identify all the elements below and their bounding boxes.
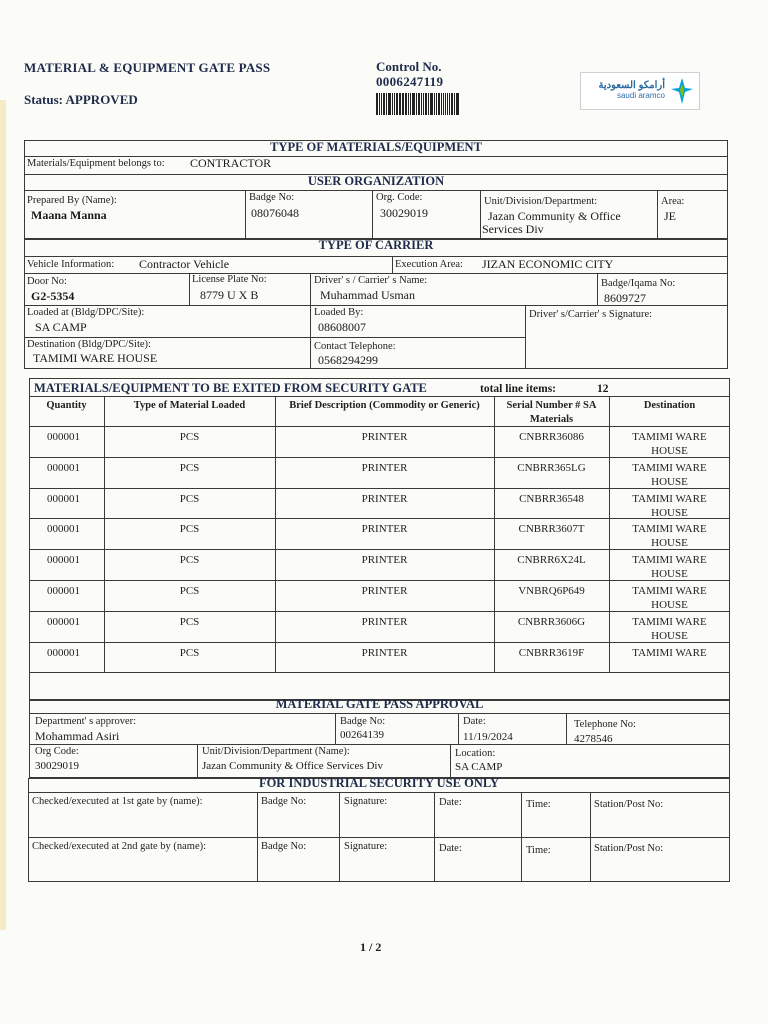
unit-label: Unit/Division/Department: (484, 196, 598, 207)
table-cell: PRINTER (361, 461, 408, 474)
page-number: 1 / 2 (360, 940, 382, 954)
approver-label: Department' s approver: (35, 716, 137, 727)
area-value: JE (664, 209, 676, 223)
gate1-date-label: Date: (439, 797, 462, 808)
table-cell: PRINTER (361, 615, 408, 628)
gate1-badge-label: Badge No: (261, 796, 307, 807)
gate2-time-label: Time: (526, 845, 551, 856)
table-cell: TAMIMI WARE HOUSE (632, 554, 707, 581)
gate2-badge-label: Badge No: (261, 841, 307, 852)
table-row-divider (29, 611, 730, 612)
table-cell: 000001 (47, 461, 80, 474)
prepared-by-label: Prepared By (Name): (27, 195, 117, 206)
table-cell: PRINTER (361, 646, 408, 659)
table-cell: PCS (179, 461, 200, 474)
table-cell: PCS (179, 585, 200, 597)
section-title-security: FOR INDUSTRIAL SECURITY USE ONLY (258, 776, 500, 790)
section-title-materials-exit: MATERIALS/EQUIPMENT TO BE EXITED FROM SECURITY GATE (34, 381, 427, 395)
door-label: Door No: (27, 276, 67, 287)
approval-unit-label: Unit/Division/Department (Name): (202, 746, 350, 757)
loaded-by-value: 08608007 (318, 320, 366, 334)
table-cell: PRINTER (361, 585, 408, 597)
approval-location-label: Location: (455, 748, 496, 759)
table-row-divider (29, 488, 730, 489)
gate1-signature-label: Signature: (344, 796, 388, 807)
gate1-time-label: Time: (526, 799, 551, 810)
table-row-divider (29, 518, 730, 519)
driver-name-label: Driver' s / Carrier' s Name: (314, 275, 428, 286)
gate2-signature-label: Signature: (344, 841, 388, 852)
approver-value: Mohammad Asiri (35, 729, 120, 743)
total-line-items-label: total line items: (480, 383, 557, 395)
approval-unit-value: Jazan Community & Office Services Div (202, 760, 383, 772)
table-cell: PCS (179, 431, 200, 443)
table-cell: TAMIMI WARE HOUSE (632, 461, 707, 488)
iqama-value: 8609727 (604, 291, 646, 305)
column-header: Destination (643, 400, 696, 411)
org-code-value: 30029019 (380, 206, 428, 220)
loaded-at-label: Loaded at (Bldg/DPC/Site): (27, 307, 145, 318)
table-cell: PCS (179, 615, 200, 628)
approver-badge-label: Badge No: (340, 716, 386, 727)
table-cell: TAMIMI WARE (632, 646, 707, 659)
contact-phone-label: Contact Telephone: (314, 341, 396, 352)
table-cell: PCS (179, 492, 200, 505)
table-cell: PRINTER (361, 523, 408, 536)
table-cell: TAMIMI WARE HOUSE (632, 615, 707, 642)
table-cell: 000001 (47, 431, 80, 443)
section-title-materials-type: TYPE OF MATERIALS/EQUIPMENT (270, 140, 482, 154)
approval-org-code-label: Org Code: (35, 746, 79, 757)
belongs-value: CONTRACTOR (190, 156, 272, 170)
gate2-station-label: Station/Post No: (594, 843, 664, 854)
table-cell: CNBRR6X24L (517, 554, 586, 567)
door-value: G2-5354 (31, 289, 75, 303)
form-title: MATERIAL & EQUIPMENT GATE PASS (24, 60, 271, 75)
driver-name-value: Muhammad Usman (320, 288, 415, 302)
total-line-items-value: 12 (597, 383, 609, 395)
vehicle-label: Vehicle Information: (27, 259, 115, 270)
logo-arabic-text: أرامكو السعودية (598, 80, 665, 91)
security-block (28, 778, 730, 882)
gate2-date-label: Date: (439, 843, 462, 854)
prepared-by-value: Maana Manna (31, 208, 107, 222)
approval-date-value: 11/19/2024 (463, 731, 513, 743)
table-cell: 000001 (47, 646, 80, 659)
table-cell: 000001 (47, 585, 80, 597)
table-cell: VNBRQ6P649 (518, 585, 585, 597)
table-cell: CNBRR3607T (518, 523, 585, 536)
table-row-divider (29, 549, 730, 550)
aramco-star-icon (669, 76, 695, 106)
column-header: Type of Material Loaded (133, 400, 246, 411)
table-cell: TAMIMI WARE HOUSE (632, 585, 707, 611)
table-cell: PCS (179, 554, 200, 567)
badge-label: Badge No: (249, 192, 295, 203)
belongs-label: Materials/Equipment belongs to: (27, 158, 165, 169)
approval-telephone-value: 4278546 (574, 733, 613, 745)
page-edge-stripe (0, 100, 6, 930)
execution-area-value: JIZAN ECONOMIC CITY (482, 257, 614, 271)
table-row-divider (29, 642, 730, 643)
section-title-approval: MATERIAL GATE PASS APPROVAL (275, 697, 484, 711)
iqama-label: Badge/Iqama No: (601, 278, 676, 289)
table-row-divider (29, 457, 730, 458)
table-cell: CNBRR36086 (519, 431, 584, 443)
section-title-carrier: TYPE OF CARRIER (318, 238, 434, 252)
gate1-station-label: Station/Post No: (594, 799, 664, 810)
column-header: Quantity (46, 400, 87, 411)
table-cell: PRINTER (361, 431, 408, 443)
destination-value: TAMIMI WARE HOUSE (33, 351, 158, 365)
plate-label: License Plate No: (192, 274, 267, 285)
driver-signature-label: Driver' s/Carrier' s Signature: (529, 309, 653, 320)
table-cell: 000001 (47, 492, 80, 505)
column-header: Brief Description (Commodity or Generic) (289, 400, 480, 411)
barcode (376, 93, 460, 115)
unit-value-line2: Services Div (482, 222, 544, 236)
area-label: Area: (661, 196, 685, 207)
control-number: 0006247119 (376, 74, 444, 89)
section-title-user-org: USER ORGANIZATION (307, 174, 445, 188)
table-cell: TAMIMI WARE HOUSE (632, 492, 707, 519)
logo-english-text: saudi aramco (616, 91, 665, 100)
plate-value: 8779 U X B (200, 288, 259, 302)
approval-org-code-value: 30029019 (35, 760, 79, 772)
table-cell: 000001 (47, 554, 80, 567)
control-number-label: Control No. (376, 59, 442, 74)
status-label: Status: APPROVED (24, 92, 138, 107)
gate1-checked-label: Checked/executed at 1st gate by (name): (32, 796, 203, 807)
approval-location-value: SA CAMP (455, 761, 503, 773)
table-cell: 000001 (47, 615, 80, 628)
vehicle-value: Contractor Vehicle (139, 257, 230, 271)
table-cell: 000001 (47, 523, 80, 536)
table-cell: TAMIMI WARE HOUSE (632, 523, 707, 550)
approval-telephone-label: Telephone No: (574, 719, 636, 730)
table-row-divider (29, 426, 730, 427)
table-cell: PCS (179, 646, 200, 659)
table-cell: PRINTER (361, 492, 408, 505)
table-cell: PCS (179, 523, 200, 536)
table-row-divider (29, 580, 730, 581)
table-cell: PRINTER (361, 554, 408, 567)
table-cell: CNBRR365LG (517, 461, 586, 474)
approver-badge-value: 00264139 (340, 729, 384, 741)
destination-label: Destination (Bldg/DPC/Site): (27, 339, 151, 350)
gate2-checked-label: Checked/executed at 2nd gate by (name): (32, 841, 207, 852)
org-code-label: Org. Code: (376, 192, 423, 203)
loaded-by-label: Loaded By: (314, 307, 364, 318)
unit-value-line1: Jazan Community & Office (488, 209, 621, 223)
execution-area-label: Execution Area: (395, 259, 463, 270)
approval-date-label: Date: (463, 716, 486, 727)
table-cell: CNBRR36548 (519, 492, 584, 505)
company-logo (580, 72, 700, 110)
table-cell: TAMIMI WARE HOUSE (632, 431, 707, 457)
contact-phone-value: 0568294299 (318, 353, 378, 367)
table-row-divider (29, 672, 730, 673)
table-cell: CNBRR3606G (517, 615, 586, 628)
loaded-at-value: SA CAMP (35, 320, 87, 334)
column-header: Serial Number # SA Materials (506, 400, 597, 425)
table-cell: CNBRR3619F (518, 646, 585, 659)
badge-value: 08076048 (251, 206, 299, 220)
